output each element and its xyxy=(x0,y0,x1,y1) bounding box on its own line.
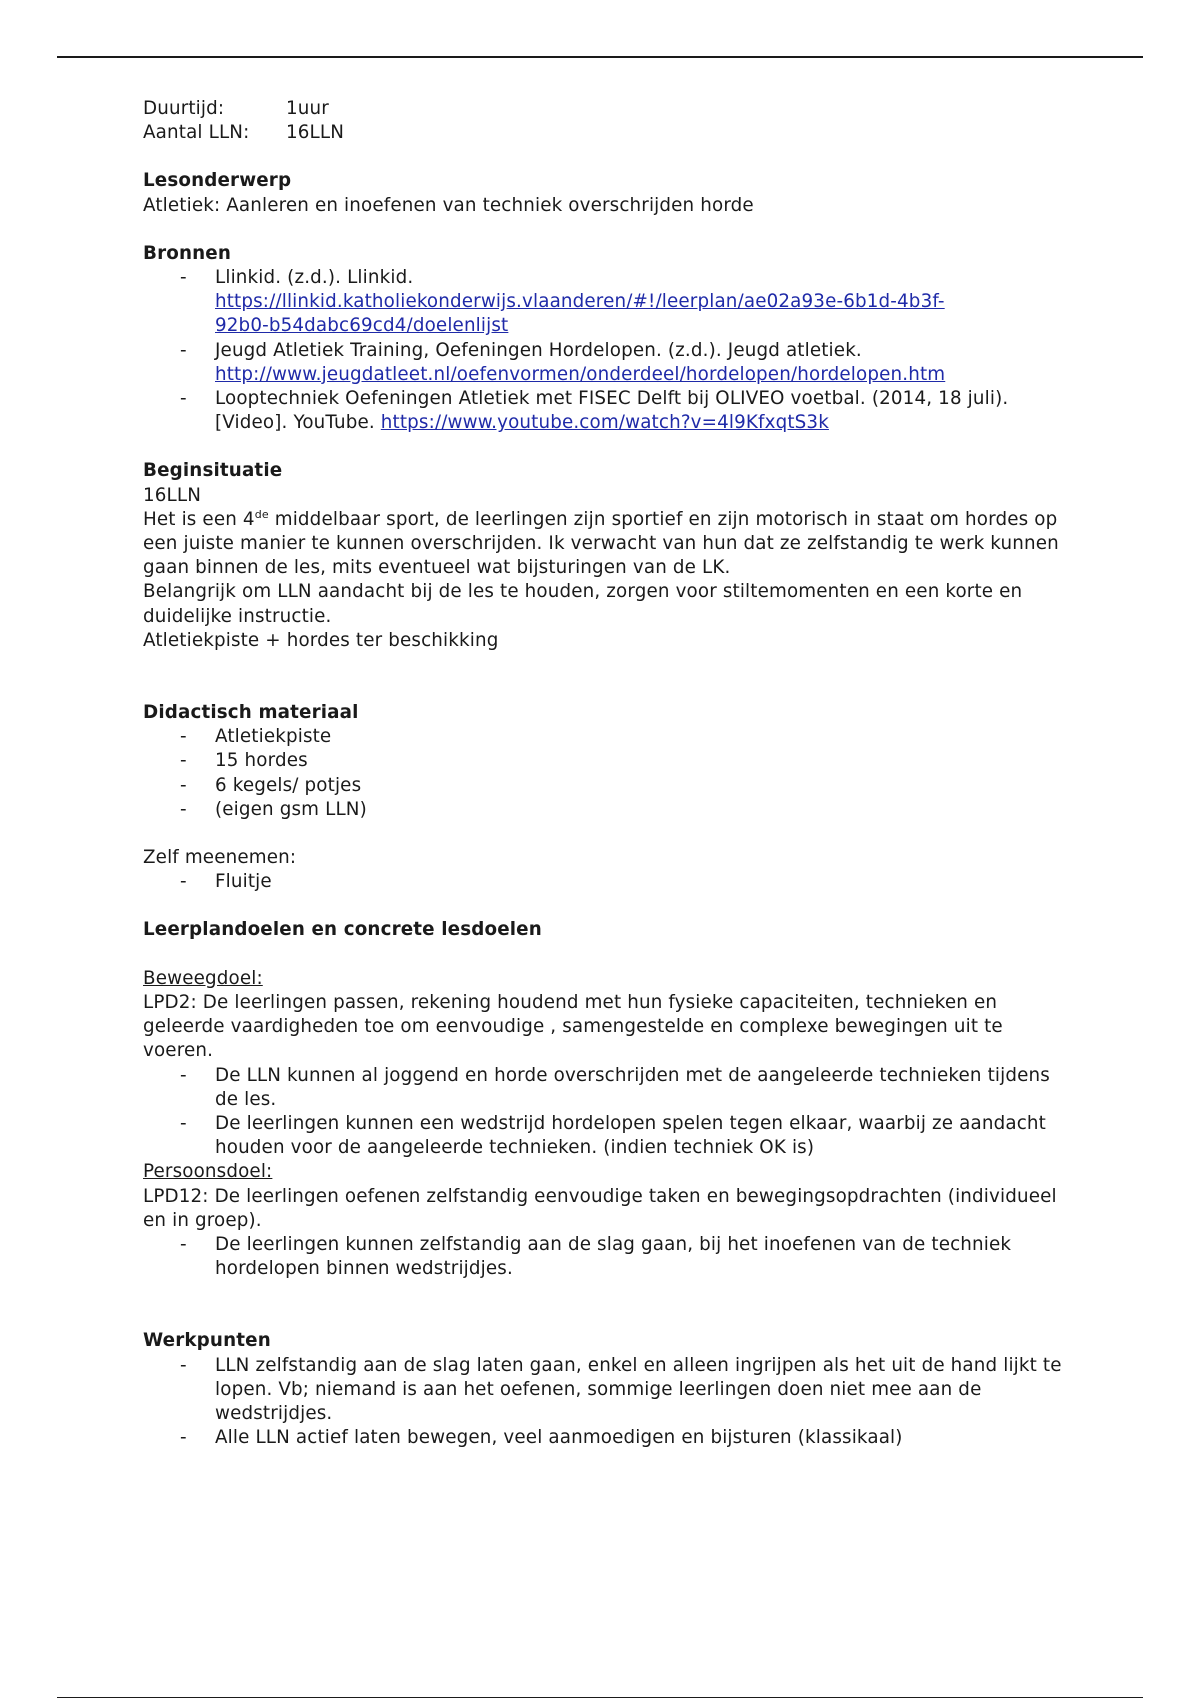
bron-item xyxy=(143,387,1063,435)
beginsituatie-heading: Beginsituatie xyxy=(143,460,283,482)
bron-link-jeugdatleet[interactable]: http://www.jeugdatleet.nl/oefenvormen/onderdeel/hordelopen/hordelopen.htm xyxy=(215,363,946,385)
bronnen-list xyxy=(143,266,1063,435)
beweegdoel-text: LPD2: De leerlingen passen, rekening houdend met hun fysieke capaciteiten, technieken en geleerde vaardigheden toe om eenvoudige , samengestelde en complexe bewegingen uit te voeren. xyxy=(143,991,1003,1062)
duration-row xyxy=(143,97,1063,121)
document-body xyxy=(143,97,1063,1450)
list-item: - Fluitje xyxy=(143,870,1063,894)
persoonsdoel-label: Persoonsdoel: xyxy=(143,1161,273,1183)
beginsituatie-line: 16LLN xyxy=(143,484,202,506)
list-item: - 15 hordes xyxy=(143,749,1063,773)
list-item: - Alle LLN actief laten bewegen, veel aanmoedigen en bijsturen (klassikaal) xyxy=(143,1426,1063,1450)
bron-link-llinkid[interactable]: https://llinkid.katholiekonderwijs.vlaanderen/#!/leerplan/ae02a93e-6b1d-4b3f- 92b0-b54dabc69cd4/doelenlijst xyxy=(215,291,945,337)
list-item: - (eigen gsm LLN) xyxy=(143,798,1063,822)
beginsituatie-paragraph: Belangrijk om LLN aandacht bij de les te houden, zorgen voor stiltemomenten en een korte en duidelijke instructie. xyxy=(143,581,1023,627)
list-item: - De leerlingen kunnen een wedstrijd hordelopen spelen tegen elkaar, waarbij ze aandacht houden voor de aangeleerde technieken. (indien techniek OK is) xyxy=(143,1112,1063,1160)
materiaal-heading: Didactisch materiaal xyxy=(143,702,359,724)
list-item: - Atletiekpiste xyxy=(143,725,1063,749)
footer-rule xyxy=(57,1697,1143,1698)
duration-label: Duurtijd: xyxy=(143,98,225,119)
bronnen-heading: Bronnen xyxy=(143,242,232,264)
bron-text: Looptechniek Oefeningen Atletiek met FISEC Delft bij OLIVEO voetbal. (2014, 18 juli). [Video]. YouTube. xyxy=(215,388,1009,434)
persoonsdoel-text: LPD12: De leerlingen oefenen zelfstandig eenvoudige taken en bewegingsopdrachten (individueel en in groep). xyxy=(143,1185,1057,1231)
bron-link-youtube[interactable]: https://www.youtube.com/watch?v=4l9KfxqtS3k xyxy=(380,412,829,434)
bron-item xyxy=(143,339,1063,387)
materiaal-list xyxy=(143,725,1063,822)
students-row xyxy=(143,121,1063,145)
lesonderwerp-text: Atletiek: Aanleren en inoefenen van techniek overschrijden horde xyxy=(143,194,754,216)
werkpunten-list xyxy=(143,1354,1063,1451)
beweegdoel-list xyxy=(143,1064,1063,1161)
header-rule xyxy=(57,56,1143,58)
duration-value: 1uur xyxy=(286,98,329,119)
werkpunten-heading: Werkpunten xyxy=(143,1330,271,1352)
bron-text: Jeugd Atletiek Training, Oefeningen Hordelopen. (z.d.). Jeugd atletiek. xyxy=(215,339,862,361)
bron-item xyxy=(143,266,1063,339)
students-label: Aantal LLN: xyxy=(143,122,250,144)
persoonsdoel-list xyxy=(143,1233,1063,1281)
beweegdoel-label: Beweegdoel: xyxy=(143,967,263,989)
beginsituatie-paragraph: Atletiekpiste + hordes ter beschikking xyxy=(143,629,499,651)
list-item: - De leerlingen kunnen zelfstandig aan de slag gaan, bij het inoefenen van de techniek hordelopen binnen wedstrijdjes. xyxy=(143,1233,1063,1281)
zelf-meenemen-label: Zelf meenemen: xyxy=(143,847,297,869)
list-item: - De LLN kunnen al joggend en horde overschrijden met de aangeleerde technieken tijdens de les. xyxy=(143,1064,1063,1112)
doelen-heading: Leerplandoelen en concrete lesdoelen xyxy=(143,919,542,941)
zelf-meenemen-list xyxy=(143,870,1063,894)
beginsituatie-paragraph: Het is een 4de middelbaar sport, de leerlingen zijn sportief en zijn motorisch in staat om hordes op een juiste manier te kunnen overschrijden. Ik verwacht van hun dat ze zelfstandig te werk kunnen gaan binnen de les, mits eventueel wat bijsturingen van de LK. xyxy=(143,507,1059,579)
students-value: 16LLN xyxy=(286,122,345,144)
bron-text: Llinkid. (z.d.). Llinkid. xyxy=(215,267,414,289)
lesonderwerp-heading: Lesonderwerp xyxy=(143,170,292,192)
list-item: - 6 kegels/ potjes xyxy=(143,774,1063,798)
list-item: - LLN zelfstandig aan de slag laten gaan, enkel en alleen ingrijpen als het uit de hand lijkt te lopen. Vb; niemand is aan het oefenen, sommige leerlingen doen niet mee aan de wedstrijdjes. xyxy=(143,1354,1063,1427)
